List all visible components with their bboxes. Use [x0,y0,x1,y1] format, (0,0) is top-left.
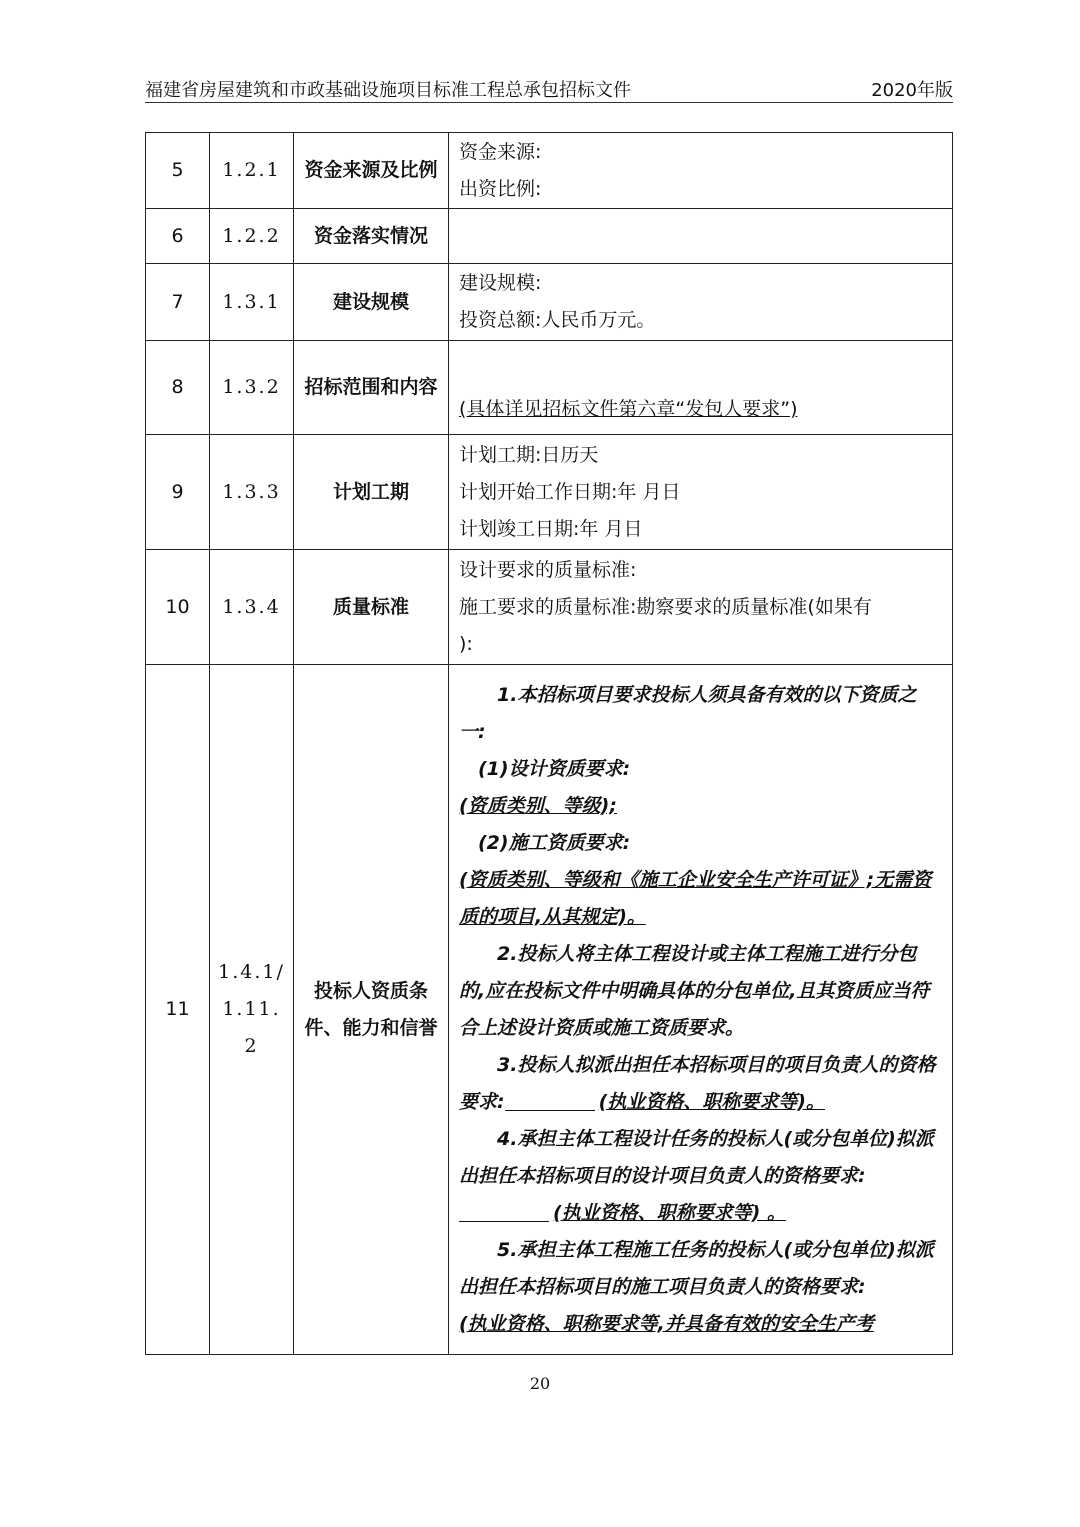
content-line: 计划开始工作日期:年 月日 [459,480,681,503]
design-qualification-label: (1)设计资质要求: [478,757,631,780]
row-content [449,209,953,264]
row-content [449,435,953,550]
row-number: 11 [146,665,210,1355]
clause-number: 1.2.2 [210,209,294,264]
tender-info-table [145,132,953,1355]
row-content [449,133,953,209]
table-row [146,133,953,209]
row-number: 5 [146,133,210,209]
clause-number: 1.3.1 [210,264,294,341]
table-row [146,341,953,435]
page-number: 20 [529,1374,551,1393]
content-line: ): [459,632,473,655]
construction-qualification-label: (2)施工资质要求: [478,831,631,854]
fill-blank [505,1091,595,1111]
design-qualification-note: (资质类别、等级); [459,794,617,817]
row-number: 7 [146,264,210,341]
requirement-paragraph [459,1121,942,1232]
row-content [449,341,953,435]
content-line: 建设规模: [459,272,542,294]
table-row [146,435,953,550]
clause-number: 1.4.1/1.11.2 [210,665,294,1355]
content-line: 投资总额:人民币万元。 [459,309,656,331]
table-row [146,665,953,1355]
requirement-text: 4.承担主体工程设计任务的投标人(或分包单位)拟派出担任本招标项目的设计项目负责人的资格要求: [459,1127,934,1187]
row-title: 资金来源及比例 [294,133,449,209]
clause-number: 1.3.3 [210,435,294,550]
row-title: 资金落实情况 [294,209,449,264]
requirement-paragraph: 2.投标人将主体工程设计或主体工程施工进行分包的,应在投标文件中明确具体的分包单位,且其资质应当符合上述设计资质或施工资质要求。 [459,942,930,1039]
construction-qualification-note: (资质类别、等级和《施工企业安全生产许可证》;无需资质的项目,从其规定)。 [459,868,932,928]
row-number: 6 [146,209,210,264]
table-row [146,550,953,665]
requirement-paragraph [459,1047,942,1121]
document-title: 福建省房屋建筑和市政基础设施项目标准工程总承包招标文件 [145,80,631,101]
edition-label: 2020年版 [871,80,953,101]
content-line: 资金来源: [459,140,542,163]
requirement-note: (执业资格、职称要求等) 。 [553,1201,786,1224]
page-header [145,72,953,103]
requirement-note: (执业资格、职称要求等,并具备有效的安全生产考 [459,1312,874,1335]
content-line: 施工要求的质量标准:勘察要求的质量标准(如果有 [459,595,872,618]
row-title: 投标人资质条件、能力和信誉 [294,665,449,1355]
clause-number: 1.3.4 [210,550,294,665]
fill-blank [459,1202,549,1222]
requirement-paragraph: 1.本招标项目要求投标人须具备有效的以下资质之一: [459,683,917,743]
row-content [449,264,953,341]
row-number: 8 [146,341,210,435]
content-line: 计划工期:日历天 [459,443,599,466]
row-content [449,550,953,665]
requirement-text: 3.投标人拟派出担任本招标项目的项目负责人的资格要求: [459,1053,936,1113]
row-title: 招标范围和内容 [294,341,449,435]
row-title: 建设规模 [294,264,449,341]
scope-note: (具体详见招标文件第六章“发包人要求”) [459,398,798,420]
table-row [146,264,953,341]
qualification-requirements [449,665,953,1355]
requirement-paragraph: 5.承担主体工程施工任务的投标人(或分包单位)拟派出担任本招标项目的施工项目负责人的资格要求: [459,1238,934,1298]
row-title: 质量标准 [294,550,449,665]
row-title: 计划工期 [294,435,449,550]
row-number: 9 [146,435,210,550]
table-row [146,209,953,264]
clause-number: 1.2.1 [210,133,294,209]
row-number: 10 [146,550,210,665]
clause-number: 1.3.2 [210,341,294,435]
content-line: 设计要求的质量标准: [459,558,637,581]
content-line: 计划竣工日期:年 月日 [459,517,643,540]
content-line: 出资比例: [459,177,542,200]
requirement-note: (执业资格、职称要求等)。 [598,1090,825,1113]
